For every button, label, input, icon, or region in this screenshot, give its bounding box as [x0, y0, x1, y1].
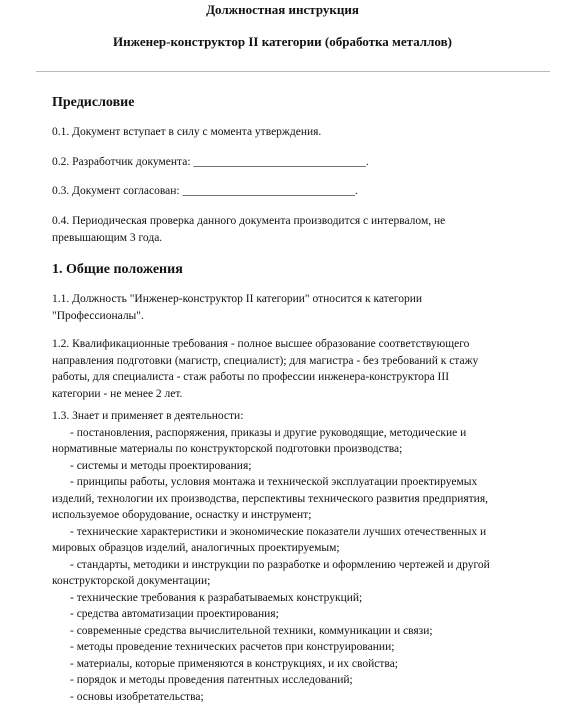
text-line: 0.2. Разработчик документа: ______________________________. — [52, 154, 552, 171]
list-item-continuation: конструкторской документации; — [52, 573, 552, 590]
text-line: категории - не менее 2 лет. — [52, 386, 552, 403]
list-item: - системы и методы проектирования; — [52, 458, 552, 475]
text-line: 0.3. Документ согласован: ______________________________. — [52, 183, 552, 200]
list-item-continuation: изделий, технологии их производства, перспективы технического развития предприятия, — [52, 491, 552, 508]
header-divider — [36, 71, 550, 72]
paragraph-1-2 — [52, 336, 552, 402]
text-line: направления подготовки (магистр, специалист); для магистра - без требований к стажу — [52, 353, 552, 370]
list-item: - порядок и методы проведения патентных исследований; — [52, 672, 552, 689]
list-item-continuation: мировых образцов изделий, аналогичных проектируемым; — [52, 540, 552, 557]
paragraph-1-3 — [52, 408, 552, 705]
paragraph-1-1 — [52, 291, 552, 324]
text-line: превышающим 3 года. — [52, 230, 552, 247]
document-title: Должностная инструкция — [0, 2, 565, 18]
text-line: работы, для специалиста - стаж работы по профессии инженера-конструктора III — [52, 369, 552, 386]
list-item: - основы изобретательства; — [52, 689, 552, 705]
list-item: - постановления, распоряжения, приказы и другие руководящие, методические и — [52, 425, 552, 442]
list-item-continuation: нормативные материалы по конструкторской подготовки производства; — [52, 441, 552, 458]
section-heading-preface: Предисловие — [52, 95, 134, 111]
list-item: - средства автоматизации проектирования; — [52, 606, 552, 623]
list-intro: 1.3. Знает и применяет в деятельности: — [52, 408, 552, 425]
text-line: "Профессионалы". — [52, 308, 552, 325]
list-item: - технические требования к разрабатываемых конструкций; — [52, 590, 552, 607]
text-line: 1.1. Должность "Инженер-конструктор II категории" относится к категории — [52, 291, 552, 308]
text-line: 0.1. Документ вступает в силу с момента утверждения. — [52, 124, 552, 141]
list-item: - современные средства вычислительной техники, коммуникации и связи; — [52, 623, 552, 640]
list-item: - технические характеристики и экономические показатели лучших отечественных и — [52, 524, 552, 541]
text-line: 0.4. Периодическая проверка данного документа производится с интервалом, не — [52, 213, 552, 230]
list-item-continuation: используемое оборудование, оснастку и инструмент; — [52, 507, 552, 524]
paragraph-0-2 — [52, 154, 552, 171]
paragraph-0-1 — [52, 124, 552, 141]
section-heading-general: 1. Общие положения — [52, 262, 183, 278]
paragraph-0-3 — [52, 183, 552, 200]
paragraph-0-4 — [52, 213, 552, 246]
list-item: - стандарты, методики и инструкции по разработке и оформлению чертежей и другой — [52, 557, 552, 574]
list-item: - принципы работы, условия монтажа и технической эксплуатации проектируемых — [52, 474, 552, 491]
text-line: 1.2. Квалификационные требования - полное высшее образование соответствующего — [52, 336, 552, 353]
list-item: - материалы, которые применяются в конструкциях, и их свойства; — [52, 656, 552, 673]
document-subtitle: Инженер-конструктор II категории (обработка металлов) — [0, 34, 565, 50]
list-item: - методы проведение технических расчетов при конструировании; — [52, 639, 552, 656]
